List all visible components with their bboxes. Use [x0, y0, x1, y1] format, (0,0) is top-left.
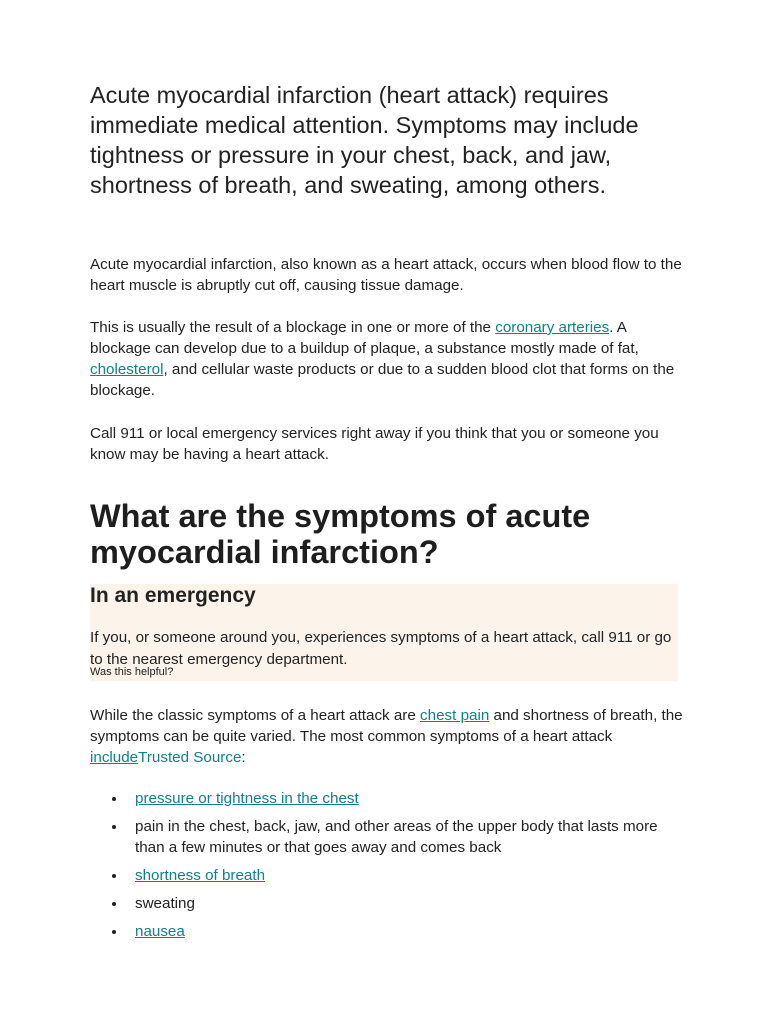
symptoms-intro-text-3: : — [241, 749, 246, 766]
symptom-sweating-text: sweating — [135, 895, 195, 912]
list-item — [90, 921, 690, 942]
symptom-nausea-link[interactable]: nausea — [135, 923, 185, 940]
paragraph-call-911: Call 911 or local emergency services right away if you think that you or someone you know may be having a heart attack. — [90, 425, 659, 463]
trusted-source-link[interactable]: Trusted Source — [138, 749, 242, 766]
bullet-icon — [112, 797, 116, 801]
symptom-pain-text: pain in the chest, back, jaw, and other areas of the upper body that lasts more than a few minutes or that goes away and comes back — [135, 818, 658, 856]
list-item — [90, 865, 690, 886]
emergency-text: If you, or someone around you, experiences symptoms of a heart attack, call 911 or go to the nearest emergency department. — [90, 629, 672, 668]
symptom-shortness-of-breath-link[interactable]: shortness of breath — [135, 867, 266, 884]
cholesterol-link[interactable]: cholesterol — [90, 361, 164, 378]
coronary-arteries-link[interactable]: coronary arteries — [495, 319, 610, 336]
paragraph-cause-text-1: This is usually the result of a blockage in one or more of the — [90, 319, 496, 336]
lead-summary: Acute myocardial infarction (heart attack) requires immediate medical attention. Symptoms may include tightness or pressure in your chest, back, and jaw, shortness of breath, and sweating, among others. — [90, 82, 639, 198]
bullet-icon — [112, 902, 116, 906]
section-heading: What are the symptoms of acute myocardial infarction? — [90, 498, 591, 570]
paragraph-symptoms-intro — [90, 705, 690, 768]
paragraph-cause-text-3: , and cellular waste products or due to a sudden blood clot that forms on the blockage. — [90, 361, 675, 399]
symptom-pressure-link[interactable]: pressure or tightness in the chest — [135, 790, 359, 807]
bullet-icon — [112, 825, 116, 829]
paragraph-definition: Acute myocardial infarction, also known as a heart attack, occurs when blood flow to the heart muscle is abruptly cut off, causing tissue damage. — [90, 256, 682, 294]
symptoms-intro-text-2: and shortness of breath, the symptoms can be quite varied. The most common symptoms of a heart attack — [90, 707, 683, 745]
symptoms-list — [90, 788, 690, 949]
symptoms-intro-text-1: While the classic symptoms of a heart attack are — [90, 707, 421, 724]
list-item — [90, 788, 690, 809]
list-item — [90, 816, 690, 858]
bullet-icon — [112, 930, 116, 934]
chest-pain-link[interactable]: chest pain — [420, 707, 490, 724]
list-item — [90, 893, 690, 914]
was-this-helpful[interactable]: Was this helpful? — [90, 666, 174, 678]
paragraph-cause — [90, 317, 690, 401]
bullet-icon — [112, 874, 116, 878]
paragraph-cause-text-2: . A blockage can develop due to a buildup of plaque, a substance mostly made of fat, — [90, 319, 639, 357]
include-link[interactable]: include — [90, 749, 139, 766]
emergency-title: In an emergency — [90, 584, 256, 607]
